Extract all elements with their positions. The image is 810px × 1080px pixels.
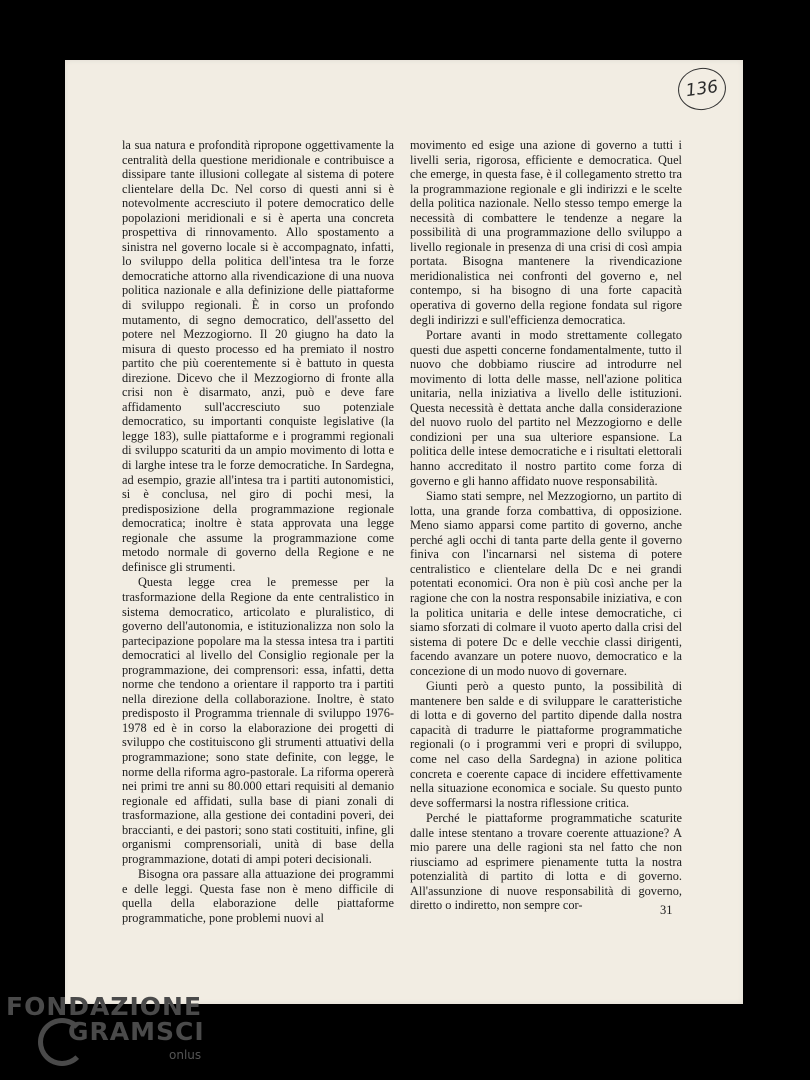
paragraph: Perché le piattaforme programmatiche scaturite dalle intese stentano a trovare coerente attuazione? A mio parere una delle ragioni sta nel fatto che non riusciamo ad esprimere pienamente tutta la nostra potenzialità di partito di lotta e di governo. All'assunzione di nuove responsabilità di governo, diretto o indiretto, non sempre cor- bbox=[410, 811, 682, 913]
right-text-column bbox=[410, 138, 682, 913]
paragraph: la sua natura e profondità ripropone oggettivamente la centralità della questione meridionale e contribuisce a dissipare tante illusioni collegate al sistema di potere clientelare della Dc. Nel corso di questi anni si è notevolmente accresciuto il potere democratico delle popolazioni meridionali e si è aperta una concreta prospettiva di rinnovamento. Allo spostamento a sinistra nel governo locale si è accompagnato, infatti, lo sviluppo della politica dell'intesa tra le forze democratiche attorno alla rivendicazione di una nuova politica nazionale e alla definizione delle piattaforme di sviluppo regionali. È in corso un profondo mutamento, di segno democratico, dell'assetto del potere nel Mezzogiorno. Il 20 giugno ha dato la misura di questo processo ed ha premiato il nostro partito che più coerentemente si è battuto in questa direzione. Dicevo che il Mezzogiorno di fronte alla crisi non è disarmato, anzi, può e deve fare affidamento sull'accresciuto suo potenziale democratico, su importanti conquiste legislative (la legge 183), sulle piattaforme e i programmi regionali di sviluppo scaturiti da un ampio movimento di lotta e di larghe intese tra le forze democratiche. In Sardegna, ad esempio, grazie all'intesa tra i partiti autonomistici, si è conclusa, nel giro di pochi mesi, la predisposizione della programmazione regionale democratica; inoltre è stata approvata una legge regionale che assume la programmazione come metodo normale di governo della Regione e ne definisce gli strumenti. bbox=[122, 138, 394, 574]
paragraph: Giunti però a questo punto, la possibilità di mantenere ben salde e di sviluppare le caratteristiche di lotta e di governo del partito dipende dalla nostra capacità di tradurre le piattaforme programmatiche regionali (o i programmi veri e propri di sviluppo, come nel caso della Sardegna) in azione politica concreta e coerente capace di incidere effettivamente nella situazione economica e sociale. Su questo punto deve soffermarsi la nostra riflessione critica. bbox=[410, 679, 682, 810]
left-text-column bbox=[122, 138, 394, 926]
watermark-line2: GRAMSCI bbox=[68, 1017, 205, 1046]
fondazione-gramsci-watermark bbox=[6, 992, 226, 1072]
paragraph: Bisogna ora passare alla attuazione dei programmi e delle leggi. Questa fase non è meno difficile di quella della elaborazione delle piattaforme programmatiche, pone problemi nuovi al bbox=[122, 867, 394, 925]
paragraph: Siamo stati sempre, nel Mezzogiorno, un partito di lotta, una grande forza combattiva, di opposizione. Meno siamo apparsi come partito di governo, anche perché agli occhi di tanta parte della gente il governo finiva con l'incarnarsi nel sistema di potere centralistico e clientelare della Dc e nei grandi potentati economici. Ora non è più così anche per la ragione che con la nostra responsabile iniziativa, e con la politica unitaria e delle intese democratiche, ci siamo sforzati di colmare il vuoto aperto dalla crisi del sistema di potere Dc e delle vecchie classi dirigenti, facendo avanzare un potere nuovo, democratico e la concezione di un modo nuovo di governare. bbox=[410, 489, 682, 678]
paragraph: movimento ed esige una azione di governo a tutti i livelli seria, rigorosa, efficiente e democratica. Quel che emerge, in questa fase, è il collegamento stretto tra la programmazione regionale e gli indirizzi e le scelte della politica nazionale. Nello stesso tempo emerge la necessità di combattere le tendenze a negare la possibilità di una programmazione dello sviluppo a livello regionale in presenza di una crisi di così ampia portata. Bisogna mantenere la rivendicazione meridionalistica nei confronti del governo e, nel contempo, si ha bisogno di una forte capacità operativa di governo della regione fondata sul rigore degli indirizzi e sull'efficienza democratica. bbox=[410, 138, 682, 327]
folio-number-text: 136 bbox=[684, 76, 720, 102]
page-number: 31 bbox=[660, 903, 673, 917]
paragraph: Portare avanti in modo strettamente collegato questi due aspetti concerne fondamentalmente, tutto il nuovo che dobbiamo riuscire ad introdurre nel movimento di lotta delle masse, nell'azione politica unitaria, nella iniziativa a livello delle istituzioni. Questa necessità è dettata anche dalla considerazione del nuovo ruolo del partito nel Mezzogiorno e delle condizioni per una sua ulteriore espansione. La politica delle intese democratiche e i risultati elettorali hanno accreditato il nostro partito come forza di governo e gli hanno affidato nuove responsabilità. bbox=[410, 328, 682, 488]
watermark-line1: FONDAZIONE bbox=[6, 992, 203, 1021]
paragraph: Questa legge crea le premesse per la trasformazione della Regione da ente centralistico in sistema democratico, articolato e pluralistico, di governo dell'autonomia, e istituzionalizza non solo la partecipazione popolare ma la stessa intesa tra i partiti democratici al livello del Consiglio regionale per la programmazione, dei comprensori: essa, infatti, detta norme che tendono a orientare il rapporto tra i partiti nella direzione della collaborazione. Inoltre, è stato predisposto il Programma triennale di sviluppo 1976-1978 ed è in corso la elaborazione dei progetti di sviluppo che costituiscono gli strumenti attuativi della programmazione; sono state definite, con legge, le norme della riforma agro-pastorale. La riforma opererà nei primi tre anni su 80.000 ettari requisiti al demanio regionale ed affidati, sulla base di piani zonali di trasformazione, alla gestione dei contadini poveri, dei braccianti, e dei pastori; sono stati costituiti, infine, gli organismi comprensoriali, unità di base della programmazione, dotati di ampi poteri decisionali. bbox=[122, 575, 394, 866]
watermark-suffix: onlus bbox=[169, 1048, 202, 1062]
